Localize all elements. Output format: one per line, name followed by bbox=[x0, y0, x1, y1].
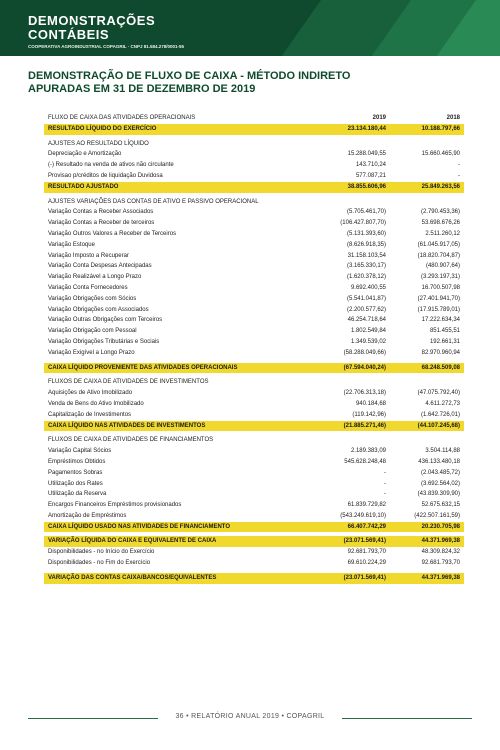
value-2018: - bbox=[458, 162, 460, 169]
value-2018: (47.075.792,40) bbox=[417, 390, 460, 397]
table-row bbox=[44, 149, 464, 160]
value-2018: (2.043.485,72) bbox=[420, 469, 460, 476]
row-label: Disponibilidades - no Fim do Exercício bbox=[48, 560, 151, 567]
value-2019: (3.165.330,17) bbox=[346, 263, 386, 270]
column-header-2018: 2018 bbox=[446, 115, 460, 121]
page-footer bbox=[0, 713, 500, 720]
row-label: CAIXA LÍQUIDO NAS ATIVIDADES DE INVESTIMENTOS bbox=[48, 422, 206, 429]
value-2019: (8.626.918,35) bbox=[346, 241, 386, 248]
table-row bbox=[44, 139, 464, 150]
table-total-row bbox=[44, 421, 464, 432]
value-2019: (58.288.049,66) bbox=[343, 349, 386, 356]
value-2019: 2.189.383,09 bbox=[350, 448, 386, 455]
row-label: Empréstimos Obtidos bbox=[48, 458, 106, 465]
row-label: Venda de Bens do Ativo Imobilizado bbox=[48, 400, 144, 407]
table-row bbox=[44, 479, 464, 490]
row-label: AJUSTES VARIAÇÕES DAS CONTAS DE ATIVO E PASSIVO OPERACIONAL bbox=[48, 198, 259, 205]
row-label: Variação Capital Sócios bbox=[48, 448, 112, 455]
table-row bbox=[44, 261, 464, 272]
value-2019: (2.200.577,62) bbox=[346, 306, 386, 313]
value-2019: - bbox=[384, 480, 386, 487]
table-row bbox=[44, 348, 464, 359]
value-2018: 15.660.465,90 bbox=[421, 151, 460, 158]
value-2019: (119.142,96) bbox=[352, 411, 386, 418]
value-2019: 46.254.718,64 bbox=[347, 317, 386, 324]
table-row bbox=[44, 468, 464, 479]
value-2018: 20.230.705,98 bbox=[421, 523, 460, 530]
table-row bbox=[44, 388, 464, 399]
value-2019: (22.706.313,18) bbox=[343, 390, 386, 397]
table-row bbox=[44, 511, 464, 522]
value-2019: 61.839.729,82 bbox=[347, 502, 386, 509]
footer-text: 36 • RELATÓRIO ANUAL 2019 • COPAGRIL bbox=[171, 713, 328, 720]
value-2019: 23.134.180,44 bbox=[347, 125, 386, 132]
row-label: VARIAÇÃO DAS CONTAS CAIXA/BANCOS/EQUIVALENTES bbox=[48, 574, 217, 581]
table-total-row bbox=[44, 182, 464, 193]
table-row bbox=[44, 399, 464, 410]
table-header bbox=[44, 113, 464, 124]
value-2018: 25.849.263,56 bbox=[421, 183, 460, 190]
row-label: Variação Realizável a Longo Prazo bbox=[48, 274, 142, 281]
value-2018: 68.248.509,08 bbox=[421, 364, 460, 371]
value-2019: 577.087,21 bbox=[355, 172, 386, 179]
document-title-line: DEMONSTRAÇÃO DE FLUXO DE CAIXA - MÉTODO INDIRETO bbox=[28, 70, 351, 82]
row-label: Variação Conta Fornecedores bbox=[48, 284, 128, 291]
value-2019: - bbox=[384, 469, 386, 476]
value-2019: 66.407.742,29 bbox=[347, 523, 386, 530]
table-row bbox=[44, 294, 464, 305]
table-row bbox=[44, 283, 464, 294]
value-2018: (17.915.789,01) bbox=[417, 306, 460, 313]
row-label: Variação Conta Despesas Antecipadas bbox=[48, 263, 152, 270]
value-2018: (18.820.704,87) bbox=[417, 252, 460, 259]
value-2018: (27.401.941,70) bbox=[417, 295, 460, 302]
table-header-label: FLUXO DE CAIXA DAS ATIVIDADES OPERACIONAIS bbox=[48, 115, 196, 121]
row-label: Depreciação e Amortização bbox=[48, 151, 122, 158]
section-title: DEMONSTRAÇÕES bbox=[28, 13, 156, 28]
table-row bbox=[44, 558, 464, 569]
row-label: Utilização da Reserva bbox=[48, 491, 107, 498]
row-label: Amortização de Empréstimos bbox=[48, 512, 127, 519]
value-2018: 3.504.114,88 bbox=[425, 448, 460, 455]
row-label: Encargos Financeiros Empréstimos provisionados bbox=[48, 502, 182, 509]
row-label: Disponibilidades - no Início do Exercício bbox=[48, 549, 155, 556]
table-row bbox=[44, 410, 464, 421]
table-row bbox=[44, 240, 464, 251]
value-2019: 69.610.224,29 bbox=[347, 560, 386, 567]
value-2019: 143.710,24 bbox=[355, 162, 386, 169]
value-2018: 48.309.824,32 bbox=[421, 549, 460, 556]
value-2019: 38.855.606,96 bbox=[347, 183, 386, 190]
value-2018: (44.107.245,68) bbox=[417, 422, 460, 429]
row-label: Variação Outras Obrigações com Terceiros bbox=[48, 317, 163, 324]
value-2018: 44.371.969,38 bbox=[421, 538, 460, 545]
table-row bbox=[44, 326, 464, 337]
value-2018: (43.839.309,90) bbox=[417, 491, 460, 498]
row-label: AJUSTES AO RESULTADO LÍQUIDO bbox=[48, 140, 149, 147]
table-row bbox=[44, 500, 464, 511]
table-row bbox=[44, 229, 464, 240]
value-2019: (106.427.807,70) bbox=[340, 220, 386, 227]
cash-flow-table bbox=[44, 113, 464, 584]
value-2018: 92.681.793,70 bbox=[421, 560, 460, 567]
value-2018: (1.642.726,01) bbox=[420, 411, 460, 418]
row-label: VARIAÇÃO LÍQUIDA DO CAIXA E EQUIVALENTE DE CAIXA bbox=[48, 538, 217, 545]
document-title bbox=[28, 70, 350, 96]
value-2018: 17.222.634,34 bbox=[421, 317, 460, 324]
row-label: FLUXOS DE CAIXA DE ATIVIDADES DE FINANCIAMENTOS bbox=[48, 437, 214, 444]
value-2019: 9.692.400,55 bbox=[350, 284, 386, 291]
value-2019: (23.071.569,41) bbox=[343, 574, 386, 581]
row-label: (-) Resultado na venda de ativos não circulante bbox=[48, 162, 174, 169]
row-label: Variação Obrigações com Sócios bbox=[48, 295, 137, 302]
table-row bbox=[44, 160, 464, 171]
row-label: Variação Exigível a Longo Prazo bbox=[48, 349, 135, 356]
value-2019: (543.249.619,10) bbox=[340, 512, 386, 519]
row-label: Utilização dos Rates bbox=[48, 480, 103, 487]
value-2018: (3.692.564,02) bbox=[420, 480, 460, 487]
value-2018: 52.675.632,15 bbox=[421, 502, 460, 509]
company-subtitle: COOPERATIVA AGROINDUSTRIAL COPAGRIL · CNPJ 81.584.278/0001-55 bbox=[28, 44, 185, 49]
value-2019: (5.541.041,87) bbox=[346, 295, 386, 302]
value-2019: 1.802.549,84 bbox=[350, 328, 386, 335]
table-row bbox=[44, 218, 464, 229]
value-2019: (67.594.040,24) bbox=[343, 364, 386, 371]
value-2019: - bbox=[384, 491, 386, 498]
value-2018: (422.507.161,59) bbox=[414, 512, 460, 519]
value-2019: 92.681.793,70 bbox=[347, 549, 386, 556]
row-label: Variação Contas a Receber de terceiros bbox=[48, 220, 155, 227]
document-title-line: APURADAS EM 31 DE DEZEMBRO DE 2019 bbox=[28, 83, 256, 95]
table-row bbox=[44, 377, 464, 388]
row-label: Aquisições de Ativo Imobilizado bbox=[48, 390, 133, 397]
row-label: RESULTADO AJUSTADO bbox=[48, 183, 119, 190]
table-row bbox=[44, 337, 464, 348]
table-row bbox=[44, 207, 464, 218]
table-row bbox=[44, 272, 464, 283]
value-2018: 10.188.797,66 bbox=[421, 125, 460, 132]
value-2018: (480.907,64) bbox=[425, 263, 460, 270]
table-row bbox=[44, 305, 464, 316]
table-row bbox=[44, 315, 464, 326]
row-label: Variação Obrigações Tributárias e Sociais bbox=[48, 338, 160, 345]
row-label: Variação Outros Valores a Receber de Terceiros bbox=[48, 230, 177, 237]
value-2018: 53.698.676,26 bbox=[421, 220, 460, 227]
value-2019: 15.288.049,55 bbox=[347, 151, 386, 158]
value-2018: 192.661,31 bbox=[429, 338, 460, 345]
value-2019: (5.705.461,70) bbox=[346, 209, 386, 216]
value-2018: 16.700.507,98 bbox=[421, 284, 460, 291]
row-label: RESULTADO LÍQUIDO DO EXERCÍCIO bbox=[48, 125, 157, 132]
table-row bbox=[44, 251, 464, 262]
table-row bbox=[44, 446, 464, 457]
value-2018: 436.133.480,18 bbox=[418, 458, 460, 465]
value-2018: (2.790.453,36) bbox=[420, 209, 460, 216]
column-header-2019: 2019 bbox=[372, 115, 386, 121]
value-2019: (1.620.378,12) bbox=[346, 274, 386, 281]
value-2019: 1.349.539,02 bbox=[350, 338, 386, 345]
section-title: CONTÁBEIS bbox=[28, 27, 110, 42]
value-2019: (21.885.271,46) bbox=[343, 422, 386, 429]
header-banner bbox=[0, 0, 500, 56]
row-label: CAIXA LÍQUIDO PROVENIENTE DAS ATIVIDADES OPERACIONAIS bbox=[48, 364, 238, 371]
table-row bbox=[44, 489, 464, 500]
row-label: CAIXA LÍQUIDO USADO NAS ATIVIDADES DE FINANCIAMENTO bbox=[48, 523, 231, 530]
row-label: Capitalização de Investimentos bbox=[48, 411, 132, 418]
value-2019: 940.184,68 bbox=[355, 400, 386, 407]
row-label: Variação Obrigação com Pessoal bbox=[48, 328, 137, 335]
value-2018: 2.511.260,12 bbox=[425, 230, 460, 237]
table-row bbox=[44, 457, 464, 468]
table-total-row bbox=[44, 536, 464, 547]
value-2018: 851.455,51 bbox=[429, 328, 460, 335]
table-total-row bbox=[44, 124, 464, 135]
value-2018: (61.045.917,05) bbox=[417, 241, 460, 248]
table-body bbox=[44, 124, 464, 584]
value-2018: 44.371.969,38 bbox=[421, 574, 460, 581]
value-2018: 4.611.272,73 bbox=[425, 400, 460, 407]
row-label: Variação Imposto a Recuperar bbox=[48, 252, 129, 259]
row-label: Variação Estoque bbox=[48, 241, 95, 248]
value-2019: 31.158.103,54 bbox=[347, 252, 386, 259]
value-2018: 82.970.960,94 bbox=[421, 349, 460, 356]
row-label: Provisao p/créditos de liquidação Duvidosa bbox=[48, 172, 163, 179]
table-row bbox=[44, 547, 464, 558]
row-label: Variação Obrigações com Associados bbox=[48, 306, 149, 313]
table-row bbox=[44, 171, 464, 182]
value-2019: (23.071.569,41) bbox=[343, 538, 386, 545]
value-2019: 545.628.248,48 bbox=[344, 458, 386, 465]
table-row bbox=[44, 435, 464, 446]
value-2019: (5.131.393,60) bbox=[346, 230, 386, 237]
table-total-row bbox=[44, 573, 464, 584]
table-row bbox=[44, 197, 464, 208]
table-total-row bbox=[44, 522, 464, 533]
row-label: FLUXOS DE CAIXA DE ATIVIDADES DE INVESTIMENTOS bbox=[48, 379, 209, 386]
table-total-row bbox=[44, 363, 464, 374]
row-label: Variação Contas a Receber Associados bbox=[48, 209, 154, 216]
value-2018: - bbox=[458, 172, 460, 179]
value-2018: (3.293.197,31) bbox=[420, 274, 460, 281]
row-label: Pagamentos Sobras bbox=[48, 469, 103, 476]
